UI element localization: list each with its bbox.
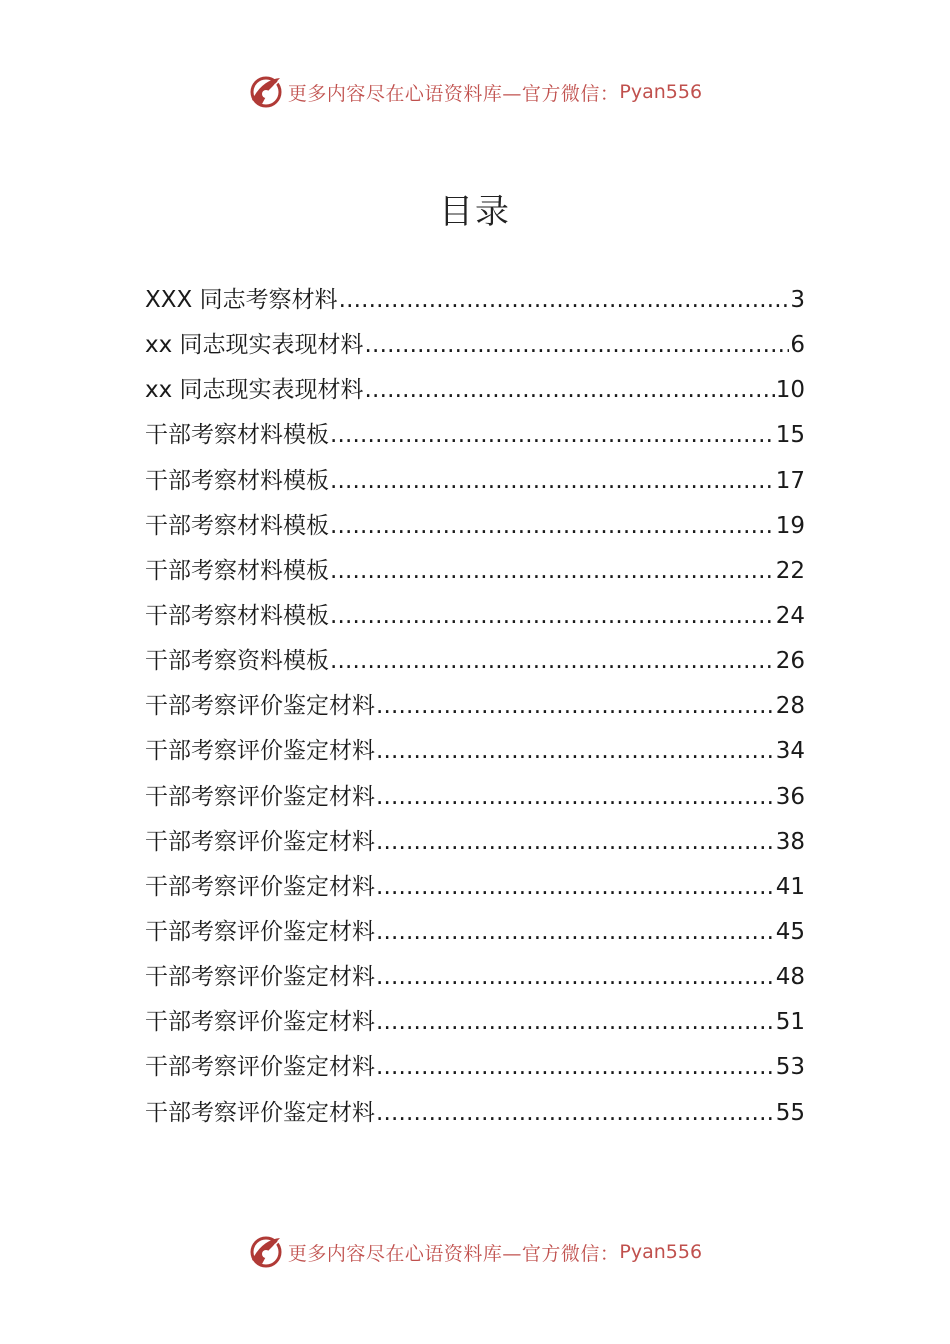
toc-entry-page: 53	[775, 1054, 805, 1081]
toc-entry[interactable]	[145, 552, 805, 597]
toc-entry-page: 55	[775, 1099, 805, 1126]
toc-entry-title: 干部考察评价鉴定材料	[145, 1099, 375, 1126]
toc-entry-title: 干部考察资料模板	[145, 648, 329, 675]
toc-leader-dots	[330, 648, 775, 674]
toc-entry[interactable]	[145, 507, 805, 552]
toc-leader-dots	[376, 738, 775, 764]
toc-entry-title: xx 同志现实表现材料	[145, 377, 364, 404]
toc-leader-dots	[376, 693, 775, 719]
toc-entry[interactable]	[145, 687, 805, 732]
toc-leader-dots	[376, 874, 775, 900]
toc-entry-title: 干部考察评价鉴定材料	[145, 964, 375, 991]
toc-entry[interactable]	[145, 868, 805, 913]
footer-banner	[0, 1232, 950, 1272]
toc-leader-dots	[376, 1100, 775, 1126]
toc-entry-page: 48	[775, 964, 805, 991]
page-title: 目录	[439, 192, 511, 232]
toc-entry[interactable]	[145, 326, 805, 371]
toc-entry-title: 干部考察评价鉴定材料	[145, 1054, 375, 1081]
toc-entry-title: XXX 同志考察材料	[145, 287, 338, 313]
toc-entry-title: 干部考察评价鉴定材料	[145, 828, 375, 855]
toc-leader-dots	[330, 513, 775, 539]
toc-entry-page: 41	[775, 873, 805, 900]
toc-entry-title: 干部考察评价鉴定材料	[145, 873, 375, 900]
toc-leader-dots	[376, 919, 775, 945]
toc-entry-title: 干部考察材料模板	[145, 422, 329, 449]
toc-entry-page: 10	[775, 377, 805, 404]
toc-entry-page: 17	[775, 467, 805, 494]
toc-entry-page: 26	[775, 648, 805, 675]
toc-entry-page: 19	[775, 512, 805, 539]
banner-text: 更多内容尽在心语资料库—官方微信：	[287, 1242, 620, 1265]
toc-entry[interactable]	[145, 913, 805, 958]
toc-leader-dots	[330, 422, 775, 448]
toc-leader-dots	[376, 829, 775, 855]
toc-entry[interactable]	[145, 732, 805, 777]
toc-entry-title: 干部考察评价鉴定材料	[145, 738, 375, 765]
toc-entry-page: 22	[775, 557, 805, 584]
toc-leader-dots	[330, 558, 775, 584]
toc-list	[145, 281, 805, 1139]
toc-entry[interactable]	[145, 281, 805, 326]
toc-leader-dots	[376, 1009, 775, 1035]
toc-entry-page: 15	[775, 422, 805, 449]
toc-entry[interactable]	[145, 416, 805, 461]
toc-entry[interactable]	[145, 1048, 805, 1093]
toc-entry[interactable]	[145, 462, 805, 507]
toc-entry-page: 36	[775, 783, 805, 810]
toc-leader-dots	[376, 1054, 775, 1080]
toc-entry-title: 干部考察材料模板	[145, 602, 329, 629]
toc-entry[interactable]	[145, 597, 805, 642]
toc-leader-dots	[376, 964, 775, 990]
toc-entry[interactable]	[145, 1094, 805, 1139]
toc-entry-page: 24	[775, 602, 805, 629]
toc-entry-page: 38	[775, 828, 805, 855]
toc-entry[interactable]	[145, 642, 805, 687]
banner-wechat-id: Pyan556	[619, 1241, 703, 1263]
toc-leader-dots	[365, 332, 790, 358]
toc-entry-title: 干部考察材料模板	[145, 557, 329, 584]
toc-leader-dots	[365, 377, 775, 403]
header-banner	[0, 72, 950, 112]
toc-entry-page: 3	[790, 287, 805, 313]
toc-entry[interactable]	[145, 958, 805, 1003]
toc-entry[interactable]	[145, 823, 805, 868]
toc-entry-title: 干部考察材料模板	[145, 512, 329, 539]
banner-text: 更多内容尽在心语资料库—官方微信：	[287, 82, 620, 105]
toc-entry-title: 干部考察材料模板	[145, 467, 329, 494]
toc-entry-page: 34	[775, 738, 805, 765]
toc-leader-dots	[339, 287, 790, 313]
toc-entry[interactable]	[145, 1003, 805, 1048]
toc-leader-dots	[376, 784, 775, 810]
banner-wechat-id: Pyan556	[619, 81, 703, 103]
toc-entry-page: 45	[775, 918, 805, 945]
toc-entry-title: 干部考察评价鉴定材料	[145, 783, 375, 810]
toc-entry-title: xx 同志现实表现材料	[145, 332, 364, 359]
toc-entry-page: 6	[790, 332, 805, 359]
toc-leader-dots	[330, 468, 775, 494]
toc-leader-dots	[330, 603, 775, 629]
toc-entry-page: 28	[775, 693, 805, 720]
toc-entry-title: 干部考察评价鉴定材料	[145, 1009, 375, 1036]
toc-entry[interactable]	[145, 778, 805, 823]
pen-circle-logo-icon	[248, 74, 284, 110]
toc-entry-title: 干部考察评价鉴定材料	[145, 693, 375, 720]
toc-entry-title: 干部考察评价鉴定材料	[145, 918, 375, 945]
pen-circle-logo-icon	[248, 1234, 284, 1270]
toc-entry-page: 51	[775, 1009, 805, 1036]
toc-entry[interactable]	[145, 371, 805, 416]
